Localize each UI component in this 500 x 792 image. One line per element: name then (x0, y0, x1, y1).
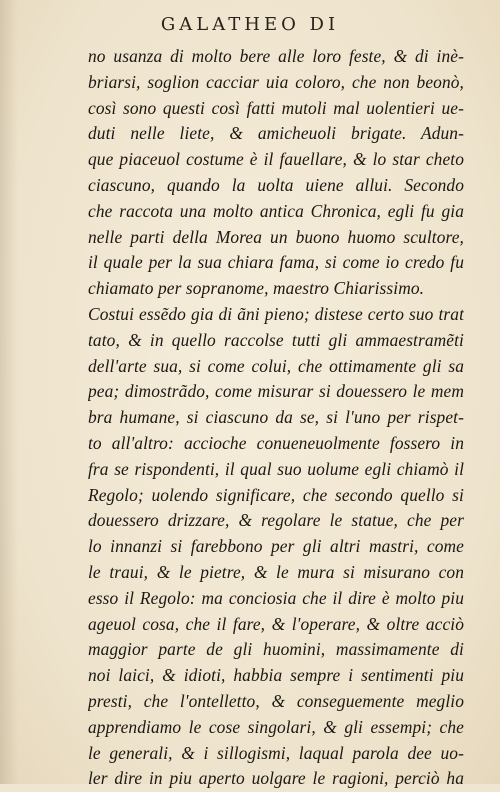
text-line: no usanza di molto bere alle loro feste, & di inè- (88, 46, 464, 66)
text-line: le generali, & i sillogismi, laqual parola dee uo- (88, 742, 464, 763)
text-line: il quale per la sua chiara fama, si come io credo fu (88, 252, 464, 273)
text-line: briarsi, soglion cacciar uia coloro, che non beonò, (88, 71, 464, 92)
text-line: fra se rispondenti, il qual suo uolume egli chiamò il (88, 458, 464, 479)
text-line: maggior parte de gli huomini, massimamente di (88, 639, 464, 660)
text-line: pea; dimostrãdo, come misurar si douessero le mem (88, 381, 464, 402)
text-line: così sono questi così fatti mutoli mal uolentieri ue- (88, 97, 464, 118)
body-text (88, 44, 464, 792)
text-line: Regolo; uolendo significare, che secondo quello si (88, 484, 464, 505)
text-line: tato, & in quello raccolse tutti gli ammaestramẽti (88, 329, 464, 350)
text-line: le traui, & le pietre, & le mura si misurano con (88, 561, 464, 582)
text-line: ler dire in piu aperto uolgare le ragioni, perciò ha (88, 768, 464, 789)
text-line: lo innanzi si farebbono per gli altri mastri, come (88, 536, 464, 557)
text-line: que piaceuol costume è il fauellare, & lo star cheto (88, 149, 464, 170)
text-line: nelle parti della Morea un buono huomo scultore, (88, 226, 464, 247)
text-line: presti, che l'ontelletto, & conseguemente meglio (88, 690, 464, 711)
text-line: to all'altro: accioche conueneuolmente fossero in (88, 432, 464, 453)
text-line: che raccota una molto antica Chronica, egli fu gia (88, 200, 464, 221)
text-line: dell'arte sua, si come colui, che ottimamente gli sa (88, 355, 464, 376)
text-line: douessero drizzare, & regolare le statue, che per (88, 510, 464, 531)
running-head: GALATHEO DI (160, 14, 340, 35)
text-line: apprendiamo le cose singolari, & gli essempi; che (88, 716, 464, 737)
text-line: esso il Regolo: ma conciosia che il dire è molto piu (88, 587, 464, 608)
text-line: ciascuno, quando la uolta uiene allui. Secondo (88, 174, 464, 195)
text-line: Costui essẽdo gia di ãni pieno; distese certo suo trat (88, 303, 464, 324)
text-line: noi laici, & idioti, habbia sempre i sentimenti piu (88, 665, 464, 686)
text-line: bra humane, si ciascuno da se, si l'uno per rispet- (88, 407, 464, 428)
gutter-shadow (0, 0, 18, 784)
text-line: ageuol cosa, che il fare, & l'operare, & oltre acciò (88, 613, 464, 634)
text-line: duti nelle liete, & amicheuoli brigate. Adun- (88, 123, 464, 144)
text-line: chiamato per sopranome, maestro Chiarissimo. (88, 278, 425, 299)
